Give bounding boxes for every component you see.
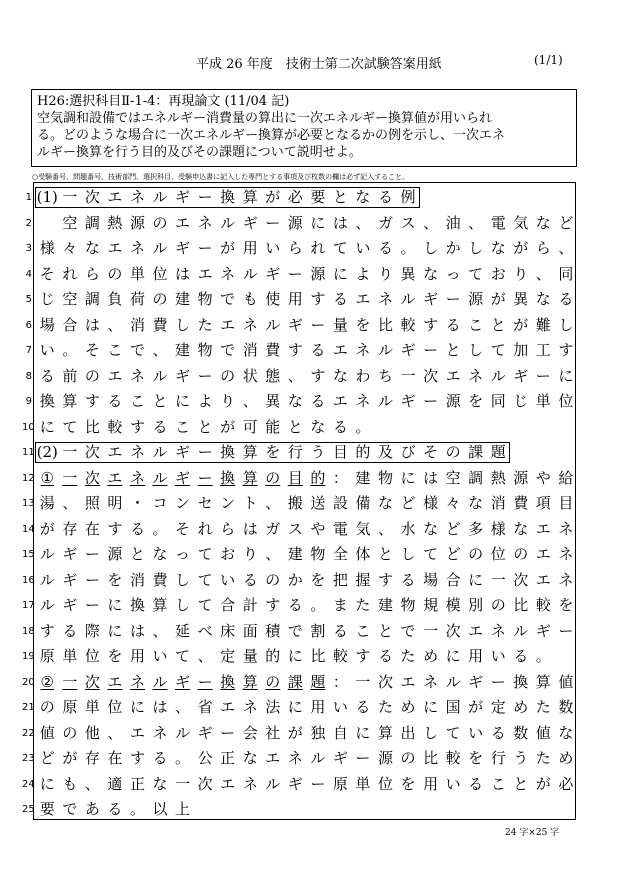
answer-row bbox=[22, 517, 575, 543]
answer-row bbox=[22, 542, 575, 568]
answer-line: ど が 存 在 す る 。 公 正 な エ ネ ル ギ ー 源 の 比 較 を 行 う た め bbox=[39, 749, 574, 767]
answer-row bbox=[22, 415, 575, 441]
answer-row bbox=[25, 236, 575, 262]
line-number: 9 bbox=[25, 396, 32, 407]
page-number: (1/1) bbox=[534, 53, 563, 67]
answer-row bbox=[25, 338, 575, 364]
answer-line: 場 合 は 、 消 費 し た エ ネ ル ギ ー 量 を 比 較 す る こ と が 難 し bbox=[39, 315, 574, 334]
answer-line: ② 一 次 エ ネ ル ギ ー 換 算 の 課 題 ： 一 次 エ ネ ル ギ ー 換 算 値 bbox=[40, 672, 574, 691]
line-number: 22 bbox=[22, 727, 35, 739]
answer-row bbox=[25, 313, 575, 339]
answer-row bbox=[25, 287, 575, 313]
line-number: 16 bbox=[22, 574, 35, 586]
question-text-line: る。どのような場合に一次エネルギー換算が必要となるかの例を示し、一次エネ bbox=[37, 128, 506, 143]
line-number: 4 bbox=[25, 268, 32, 280]
line-number: 5 bbox=[25, 294, 32, 305]
answer-line: 要 で あ る 。 以 上 bbox=[39, 800, 191, 818]
answer-line: 空 調 熱 源 の エ ネ ル ギ ー 源 に は 、 ガ ス 、 油 、 電 気 な ど bbox=[62, 213, 574, 232]
question-heading: H26:選択科目Ⅱ-1-4：再現論文 (11/04 記) bbox=[37, 94, 290, 109]
line-number: 25 bbox=[22, 804, 35, 815]
answer-row bbox=[25, 364, 575, 390]
line-number: 3 bbox=[25, 243, 32, 254]
answer-row bbox=[22, 721, 575, 747]
answer-line: (2) 一 次 エ ネ ル ギ ー 換 算 を 行 う 目 的 及 び そ の 課 題 bbox=[36, 443, 575, 462]
answer-row bbox=[22, 491, 575, 517]
line-number: 11 bbox=[22, 447, 35, 458]
line-number: 6 bbox=[25, 319, 32, 331]
grid-size-label: 24 字×25 字 bbox=[505, 828, 560, 838]
page-title: 平成 26 年度 技術士第二次試験答案用紙 bbox=[196, 57, 442, 72]
line-number: 19 bbox=[22, 651, 35, 662]
answer-line: 原 単 位 を 用 い て 、 定 量 的 に 比 較 す る た め に 用 い る 。 bbox=[39, 647, 551, 665]
answer-line: 値 の 他 、 エ ネ ル ギ ー 会 社 が 独 自 に 算 出 し て い る 数 値 な bbox=[39, 723, 574, 742]
answer-line: (1) 一 次 エ ネ ル ギ ー 換 算 が 必 要 と な る 例 bbox=[36, 188, 575, 207]
line-number: 18 bbox=[22, 625, 35, 637]
answer-row bbox=[22, 466, 575, 492]
answer-row bbox=[22, 619, 575, 645]
line-number: 23 bbox=[22, 753, 35, 764]
line-number: 21 bbox=[22, 702, 35, 713]
line-number: 20 bbox=[22, 676, 35, 688]
answer-row bbox=[22, 746, 575, 772]
answer-row bbox=[22, 568, 575, 594]
answer-line: ① 一 次 エ ネ ル ギ ー 換 算 の 目 的 ： 建 物 に は 空 調 熱 源 や 給 bbox=[40, 468, 574, 487]
answer-line: が 存 在 す る 。 そ れ ら は ガ ス や 電 気 、 水 な ど 多 様 な エ ネ bbox=[39, 519, 574, 538]
answer-row bbox=[25, 262, 575, 288]
line-number: 24 bbox=[22, 778, 35, 790]
answer-row bbox=[22, 695, 575, 721]
instruction-note: ○受験番号、問題番号、技術部門、選択科目、受験申込書に記入した専門とする事項及び枚数の欄は必ず記入すること。 bbox=[32, 173, 410, 181]
question-text-line: 空気調和設備ではエネルギー消費量の算出に一次エネルギー換算値が用いられ bbox=[37, 111, 493, 126]
line-number: 14 bbox=[22, 523, 35, 535]
line-number: 8 bbox=[25, 370, 32, 382]
answer-line: る 前 の エ ネ ル ギ ー の 状 態 、 す な わ ち 一 次 エ ネ ル ギ ー に bbox=[39, 366, 574, 385]
answer-line: そ れ ら の 単 位 は エ ネ ル ギ ー 源 に よ り 異 な っ て お り 、 同 bbox=[39, 264, 574, 283]
answer-line: ル ギ ー に 換 算 し て 合 計 す る 。 ま た 建 物 規 模 別 の 比 較 を bbox=[39, 596, 574, 614]
answer-line: い 。 そ こ で 、 建 物 で 消 費 す る エ ネ ル ギ ー と し て 加 工 す bbox=[39, 341, 574, 359]
line-number: 7 bbox=[25, 345, 32, 356]
answer-row bbox=[22, 670, 575, 696]
answer-line: に て 比 較 す る こ と が 可 能 と な る 。 bbox=[39, 417, 371, 436]
answer-row bbox=[22, 593, 575, 619]
answer-line: ル ギ ー を 消 費 し て い る の か を 把 握 す る 場 合 に 一 次 エ ネ bbox=[39, 570, 574, 589]
answer-row bbox=[25, 389, 575, 415]
answer-row bbox=[25, 185, 575, 211]
answer-line: 様 々 な エ ネ ル ギ ー が 用 い ら れ て い る 。 し か し な が ら 、 bbox=[39, 239, 574, 257]
answer-line: 換 算 す る こ と に よ り 、 異 な る エ ネ ル ギ ー 源 を 同 じ 単 位 bbox=[39, 392, 574, 410]
question-text-line: ルギー換算を行う目的及びその課題について説明せよ。 bbox=[37, 145, 362, 160]
line-number: 2 bbox=[25, 217, 32, 229]
answer-line: ル ギ ー 源 と な っ て お り 、 建 物 全 体 と し て ど の 位 の エ ネ bbox=[39, 545, 574, 563]
answer-line: じ 空 調 負 荷 の 建 物 で も 使 用 す る エ ネ ル ギ ー 源 が 異 な る bbox=[39, 290, 574, 308]
answer-line: の 原 単 位 に は 、 省 エ ネ 法 に 用 い る た め に 国 が 定 め た 数 bbox=[39, 698, 574, 716]
line-number: 13 bbox=[22, 498, 35, 509]
line-number: 12 bbox=[22, 472, 35, 484]
line-number: 15 bbox=[22, 549, 35, 560]
line-number: 17 bbox=[22, 600, 35, 611]
answer-line: 湯 、 照 明 ・ コ ン セ ン ト 、 搬 送 設 備 な ど 様 々 な 消 費 項 目 bbox=[39, 494, 574, 512]
answer-row bbox=[25, 211, 575, 237]
answer-row bbox=[22, 644, 575, 670]
answer-line: に も 、 適 正 な 一 次 エ ネ ル ギ ー 原 単 位 を 用 い る こ と が 必 bbox=[39, 774, 574, 793]
line-number: 1 bbox=[25, 192, 32, 203]
line-number: 10 bbox=[22, 421, 35, 433]
question-box bbox=[31, 89, 577, 167]
answer-grid bbox=[22, 182, 576, 820]
answer-row bbox=[22, 772, 575, 798]
answer-line: す る 際 に は 、 延 べ 床 面 積 で 割 る こ と で 一 次 エ ネ ル ギ ー bbox=[39, 621, 574, 640]
answer-row bbox=[22, 797, 575, 823]
answer-row bbox=[22, 440, 575, 466]
